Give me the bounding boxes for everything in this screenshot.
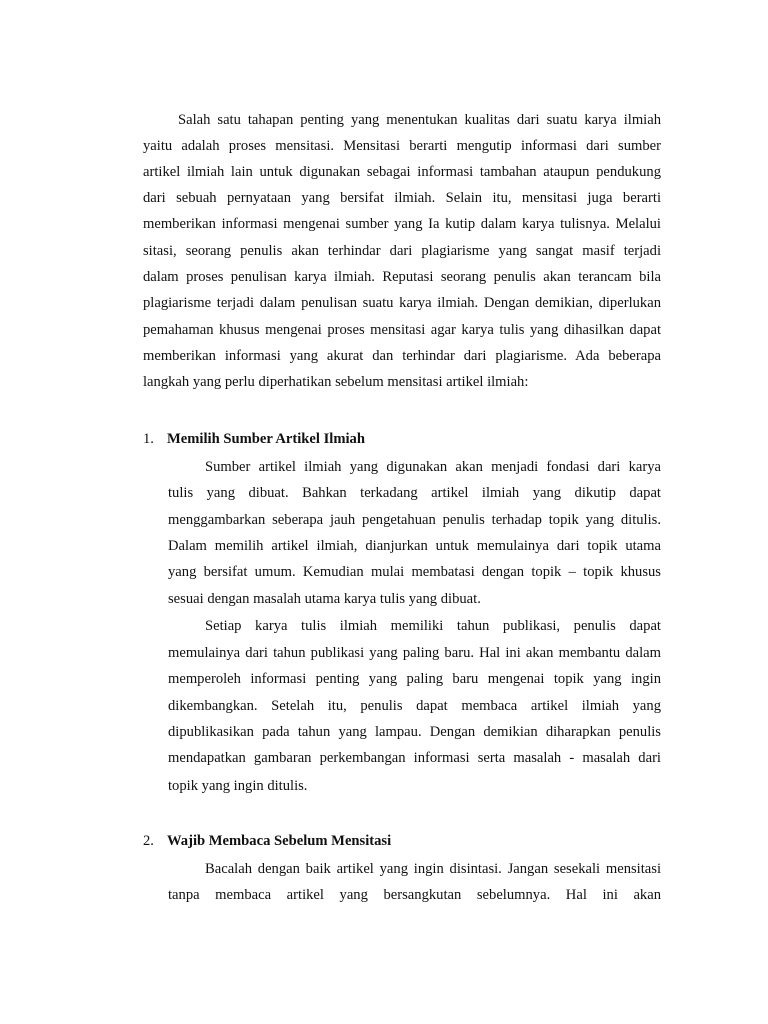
intro-line-2: yaitu adalah proses mensitasi. Mensitasi berarti mengutip informasi dari sumber [143, 138, 661, 154]
intro-line-1: Salah satu tahapan penting yang menentukan kualitas dari suatu karya ilmiah [178, 112, 661, 128]
section-1-heading: Memilih Sumber Artikel Ilmiah [167, 431, 365, 447]
intro-line-5: memberikan informasi mengenai sumber yang Ia kutip dalam karya tulisnya. Melalui [143, 216, 661, 232]
section-1-para-1-line-1: Sumber artikel ilmiah yang digunakan akan menjadi fondasi dari karya [205, 459, 661, 475]
intro-line-11: langkah yang perlu diperhatikan sebelum mensitasi artikel ilmiah: [143, 374, 529, 390]
intro-line-7: dalam proses penulisan karya ilmiah. Reputasi seorang penulis akan terancam bila [143, 269, 661, 285]
intro-line-8: plagiarisme terjadi dalam penulisan suatu karya ilmiah. Dengan demikian, diperlukan [143, 295, 661, 311]
section-2-para-1-line-1: Bacalah dengan baik artikel yang ingin disintasi. Jangan sesekali mensitasi [205, 861, 661, 877]
section-1-para-2-line-6: mendapatkan gambaran perkembangan informasi serta masalah - masalah dari [168, 750, 661, 766]
section-1-para-1-line-3: menggambarkan seberapa jauh pengetahuan penulis terhadap topik yang ditulis. [168, 512, 661, 528]
section-1-para-2-line-7: topik yang ingin ditulis. [168, 778, 308, 794]
intro-line-10: memberikan informasi yang akurat dan terhindar dari plagiarisme. Ada beberapa [143, 348, 661, 364]
section-2-heading: Wajib Membaca Sebelum Mensitasi [167, 833, 392, 849]
section-1-para-2-line-2: memulainya dari tahun publikasi yang paling baru. Hal ini akan membantu dalam [168, 645, 661, 661]
section-2-para-1-line-2: tanpa membaca artikel yang bersangkutan sebelumnya. Hal ini akan [168, 887, 661, 903]
intro-line-3: artikel ilmiah lain untuk digunakan sebagai informasi tambahan ataupun pendukung [143, 164, 661, 180]
section-1-para-2-line-3: memperoleh informasi penting yang paling baru mengenai topik yang ingin [168, 671, 661, 687]
section-1-para-1-line-5: yang bersifat umum. Kemudian mulai membatasi dengan topik – topik khusus [168, 564, 661, 580]
intro-line-9: pemahaman khusus mengenai proses mensitasi agar karya tulis yang dihasilkan dapat [143, 322, 661, 338]
section-1-number: 1. [143, 431, 154, 447]
section-1-para-1-line-2: tulis yang dibuat. Bahkan terkadang artikel ilmiah yang dikutip dapat [168, 485, 661, 501]
section-1-para-1-line-4: Dalam memilih artikel ilmiah, dianjurkan untuk memulainya dari topik utama [168, 538, 661, 554]
intro-line-6: sitasi, seorang penulis akan terhindar dari plagiarisme yang sangat masif terjadi [143, 243, 661, 259]
section-2-number: 2. [143, 833, 154, 849]
section-1-para-2-line-1: Setiap karya tulis ilmiah memiliki tahun publikasi, penulis dapat [205, 618, 661, 634]
section-1-para-2-line-4: dikembangkan. Setelah itu, penulis dapat membaca artikel ilmiah yang [168, 698, 661, 714]
intro-line-4: dari sebuah pernyataan yang bersifat ilmiah. Selain itu, mensitasi juga berarti [143, 190, 661, 206]
section-1-para-1-line-6: sesuai dengan masalah utama karya tulis yang dibuat. [168, 591, 481, 607]
section-1-para-2-line-5: dipublikasikan pada tahun yang lampau. Dengan demikian diharapkan penulis [168, 724, 661, 740]
